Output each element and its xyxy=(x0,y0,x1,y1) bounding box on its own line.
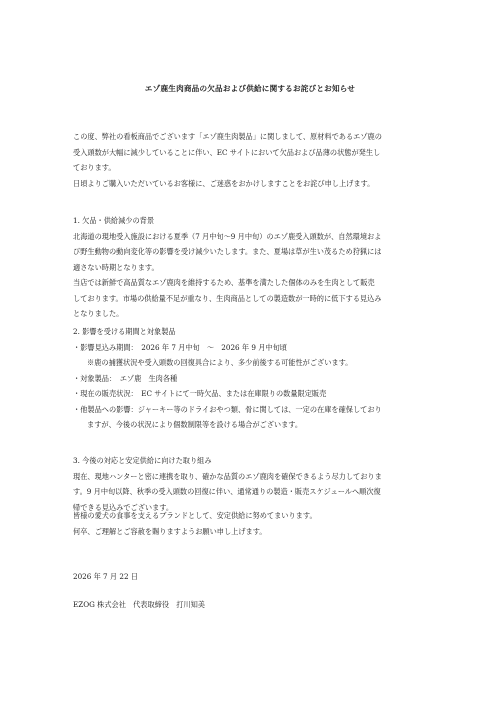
list-item: ・影響見込み期間： 2026 年 7 月中旬 〜 2026 年 9 月中旬頃 xyxy=(73,342,287,352)
text-line: しております。市場の供給量不足が重なり、生肉商品としての製造数が一時的に低下する見込み xyxy=(73,293,382,303)
section-future-actions xyxy=(73,453,433,515)
text-line: 北海道の現地受入施設における夏季（7 月中旬〜9 月中旬）のエゾ鹿受入頭数が、自然環境およ xyxy=(73,231,382,241)
text-line: 現在、現地ハンターと密に連携を取り、確かな品質のエゾ鹿肉を確保できるよう尽力しておりま xyxy=(73,471,382,481)
list-item: ・他製品への影響：ジャーキー等のドライおやつ類、骨に関しては、一定の在庫を確保しており xyxy=(73,404,382,414)
text-line: ております。 xyxy=(73,163,116,172)
list-item: ・現在の販売状況： EC サイトにて一時欠品、または在庫限りの数量限定販売 xyxy=(73,389,327,398)
text-line: 受入頭数が大幅に減少していることに伴い、EC サイトにおいて欠品および品薄の状態が発生し xyxy=(73,147,381,157)
text-line: 皆様の愛犬の食事を支えるブランドとして、安定供給に努めてまいります。 xyxy=(73,511,317,520)
text-line: 帰できる見込みでございます。 xyxy=(73,502,174,512)
closing-paragraph xyxy=(73,508,433,539)
text-line: す。9 月中旬以降、秋季の受入頭数の回復に伴い、通常通りの製造・販売スケジュールへ順次復 xyxy=(73,487,381,496)
text-line: 当店では新鮮で高品質なエゾ鹿肉を維持するため、基準を満たした個体のみを生肉として販売 xyxy=(73,278,375,287)
list-item-continuation: ますが、今後の状況により個数制限等を設ける場合がございます。 xyxy=(87,420,303,429)
list-note: ※鹿の捕獲状況や受入頭数の回復具合により、多少前後する可能性がございます。 xyxy=(87,358,353,367)
section-affected-period xyxy=(73,324,433,433)
letter-date: 2026 年 7 月 22 日 xyxy=(73,572,138,581)
text-line: 何卒、ご理解とご容赦を賜りますようお願い申し上げます。 xyxy=(73,526,267,536)
section-heading: 1. 欠品・供給減少の背景 xyxy=(73,216,155,225)
section-heading: 2. 影響を受ける期間と対象製品 xyxy=(73,327,176,336)
text-line: 適さない時期となります。 xyxy=(73,262,159,272)
text-line: この度、弊社の看板商品でございます「エゾ鹿生肉製品」に関しまして、原材料であるエゾ鹿の xyxy=(73,132,382,141)
list-item: ・対象製品： エゾ鹿 生肉各種 xyxy=(73,373,178,383)
text-line: び野生動物の動向変化等の影響を受け減少いたします。また、夏場は草が生い茂るため狩猟には xyxy=(73,247,382,256)
intro-paragraph xyxy=(73,129,433,191)
section-heading: 3. 今後の対応と安定供給に向けた取り組み xyxy=(73,456,212,465)
text-line: となりました。 xyxy=(73,309,124,318)
signature: EZOG 株式会社 代表取締役 打川知美 xyxy=(73,600,205,609)
text-line: 日頃よりご購入いただいているお客様に、ご迷惑をおかけしますことをお詫び申し上げます。 xyxy=(73,178,375,188)
section-background xyxy=(73,213,433,322)
page-title: エゾ鹿生肉商品の欠品および供給に関するお詫びとお知らせ xyxy=(144,84,356,93)
